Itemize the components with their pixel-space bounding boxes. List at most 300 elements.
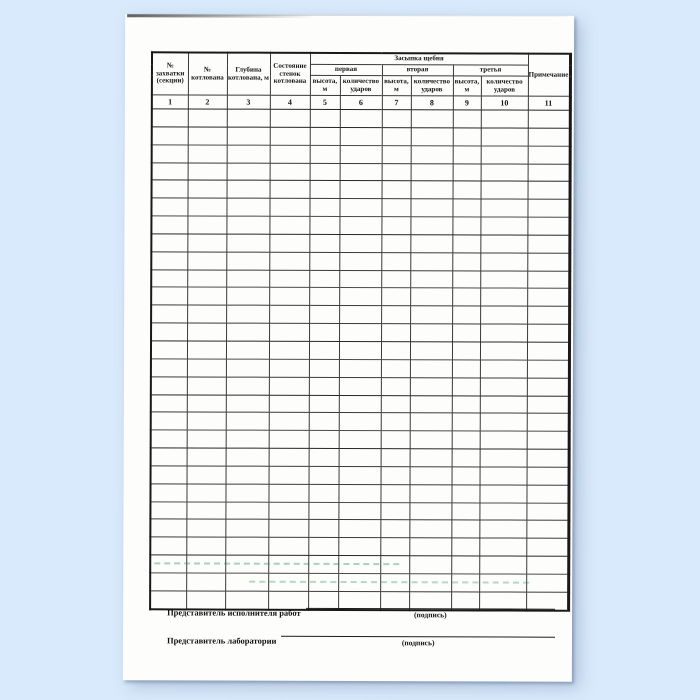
empty-cell <box>225 484 268 502</box>
table-row <box>151 412 569 431</box>
table-row <box>150 501 568 520</box>
table-row <box>152 127 570 146</box>
empty-cell <box>452 235 480 253</box>
empty-cell <box>270 109 310 127</box>
empty-cell <box>226 412 269 430</box>
column-number: 8 <box>411 96 453 110</box>
empty-cell <box>381 288 410 306</box>
empty-cell <box>269 430 309 448</box>
empty-cell <box>527 360 569 378</box>
empty-cell <box>269 216 309 234</box>
empty-cell <box>150 484 186 502</box>
empty-cell <box>452 413 480 431</box>
empty-cell <box>186 573 225 591</box>
empty-cell <box>410 306 452 324</box>
empty-cell <box>410 449 452 467</box>
empty-cell <box>526 503 568 521</box>
empty-cell <box>309 341 339 359</box>
table-row <box>151 323 569 342</box>
empty-cell <box>151 376 187 394</box>
empty-cell <box>480 217 527 235</box>
empty-cell <box>381 252 410 270</box>
empty-cell <box>339 466 381 484</box>
table-row <box>152 144 570 163</box>
empty-cell <box>411 181 453 199</box>
empty-cell <box>410 342 452 360</box>
empty-cell <box>380 538 409 556</box>
table-row <box>151 252 569 271</box>
empty-cell <box>309 306 339 324</box>
table-row <box>150 519 568 538</box>
empty-cell <box>527 253 569 271</box>
empty-cell <box>339 341 381 359</box>
empty-cell <box>381 270 410 288</box>
empty-cell <box>480 342 527 360</box>
header-note: Примечание <box>528 54 570 97</box>
empty-cell <box>152 162 188 180</box>
empty-cell <box>451 556 479 574</box>
empty-cell <box>309 252 339 270</box>
empty-cell <box>410 377 452 395</box>
empty-cell <box>409 502 451 520</box>
empty-cell <box>339 217 381 235</box>
empty-cell <box>480 449 527 467</box>
table-row <box>152 180 570 199</box>
empty-cell <box>226 234 269 252</box>
empty-cell <box>309 395 339 413</box>
empty-cell <box>186 537 225 555</box>
empty-cell <box>187 448 226 466</box>
empty-cell <box>381 199 410 217</box>
empty-cell <box>226 252 269 270</box>
header-height-3: высота, м <box>453 76 481 96</box>
empty-cell <box>269 234 309 252</box>
empty-cell <box>479 556 526 574</box>
signature-caption: (подпись) <box>401 638 435 648</box>
empty-cell <box>411 128 453 146</box>
table-row <box>151 430 569 449</box>
empty-cell <box>269 448 309 466</box>
empty-cell <box>381 449 410 467</box>
empty-cell <box>451 502 479 520</box>
empty-cell <box>152 180 188 198</box>
header-height-1: высота, м <box>310 75 340 95</box>
empty-cell <box>188 180 227 198</box>
empty-cell <box>479 503 526 521</box>
empty-cell <box>452 253 480 271</box>
header-height-2: высота, м <box>382 76 411 96</box>
empty-cell <box>186 484 225 502</box>
empty-cell <box>453 128 481 146</box>
header-backfill-first: первая <box>310 64 382 75</box>
empty-cell <box>481 110 528 128</box>
empty-cell <box>340 109 382 127</box>
empty-cell <box>452 270 480 288</box>
empty-cell <box>151 216 187 234</box>
empty-cell <box>188 145 227 163</box>
empty-cell <box>381 217 410 235</box>
column-number-row <box>152 95 570 110</box>
empty-cell <box>452 431 480 449</box>
column-number: 7 <box>382 96 411 110</box>
empty-cell <box>527 396 569 414</box>
empty-cell <box>151 323 187 341</box>
empty-cell <box>269 270 309 288</box>
empty-cell <box>451 538 479 556</box>
empty-cell <box>381 324 410 342</box>
empty-cell <box>481 181 528 199</box>
empty-cell <box>308 520 338 538</box>
empty-cell <box>410 467 452 485</box>
signature-block-laboratory <box>167 626 555 647</box>
empty-cell <box>381 342 410 360</box>
empty-cell <box>269 252 309 270</box>
empty-cell <box>269 359 309 377</box>
journal-table <box>149 51 572 611</box>
column-number: 3 <box>227 95 270 109</box>
green-scan-artifact <box>154 560 399 565</box>
column-number: 11 <box>528 96 570 110</box>
empty-cell <box>528 110 570 128</box>
empty-cell <box>187 412 226 430</box>
empty-cell <box>480 271 527 289</box>
empty-cell <box>188 109 227 127</box>
empty-cell <box>340 127 382 145</box>
empty-cell <box>528 146 570 164</box>
empty-cell <box>227 127 270 145</box>
empty-cell <box>339 288 381 306</box>
empty-cell <box>410 270 452 288</box>
empty-cell <box>527 235 569 253</box>
empty-cell <box>226 305 269 323</box>
empty-cell <box>339 413 381 431</box>
empty-cell <box>381 466 410 484</box>
empty-cell <box>409 484 451 502</box>
empty-cell <box>527 289 569 307</box>
empty-cell <box>186 519 225 537</box>
empty-cell <box>151 341 187 359</box>
empty-cell <box>226 341 269 359</box>
empty-cell <box>409 520 451 538</box>
empty-cell <box>187 359 226 377</box>
table-row <box>151 305 569 324</box>
empty-cell <box>309 323 339 341</box>
empty-cell <box>410 252 452 270</box>
empty-cell <box>226 198 269 216</box>
empty-cell <box>382 145 411 163</box>
empty-cell <box>452 324 480 342</box>
empty-cell <box>226 448 269 466</box>
empty-cell <box>527 306 569 324</box>
empty-cell <box>480 324 527 342</box>
empty-cell <box>480 306 527 324</box>
empty-cell <box>410 235 452 253</box>
empty-cell <box>268 502 308 520</box>
empty-cell <box>309 234 339 252</box>
empty-cell <box>338 502 380 520</box>
empty-cell <box>226 377 269 395</box>
empty-cell <box>270 181 310 199</box>
empty-cell <box>339 252 381 270</box>
empty-cell <box>480 467 527 485</box>
empty-cell <box>151 269 187 287</box>
empty-cell <box>527 271 569 289</box>
empty-cell <box>151 430 187 448</box>
empty-cell <box>339 234 381 252</box>
empty-cell <box>528 199 570 217</box>
empty-cell <box>268 520 308 538</box>
empty-cell <box>339 448 381 466</box>
empty-cell <box>480 288 527 306</box>
empty-cell <box>310 127 340 145</box>
table-row <box>151 466 569 485</box>
empty-cell <box>409 538 451 556</box>
empty-cell <box>480 253 527 271</box>
empty-cell <box>150 501 186 519</box>
empty-cell <box>338 538 380 556</box>
empty-cell <box>527 431 569 449</box>
empty-cell <box>410 395 452 413</box>
empty-cell <box>381 413 410 431</box>
empty-cell <box>452 342 480 360</box>
table-header <box>152 52 570 110</box>
empty-cell <box>309 413 339 431</box>
header-backfill-second: вторая <box>382 65 453 76</box>
empty-cell <box>269 288 309 306</box>
empty-cell <box>410 217 452 235</box>
empty-cell <box>338 520 380 538</box>
table-row <box>151 269 569 288</box>
empty-cell <box>339 395 381 413</box>
empty-cell <box>187 341 226 359</box>
empty-cell <box>187 216 226 234</box>
empty-cell <box>152 127 188 145</box>
empty-cell <box>226 430 269 448</box>
empty-cell <box>410 288 452 306</box>
empty-cell <box>150 537 186 555</box>
empty-cell <box>226 270 269 288</box>
empty-cell <box>187 323 226 341</box>
empty-cell <box>310 145 340 163</box>
empty-cell <box>479 538 526 556</box>
empty-cell <box>528 181 570 199</box>
column-number: 1 <box>152 95 188 109</box>
empty-cell <box>527 378 569 396</box>
column-number: 6 <box>340 95 382 109</box>
empty-cell <box>528 164 570 182</box>
empty-cell <box>452 449 480 467</box>
empty-cell <box>227 180 270 198</box>
empty-cell <box>453 163 481 181</box>
header-strikes-2: количество ударов <box>411 76 453 96</box>
empty-cell <box>270 163 310 181</box>
empty-cell <box>309 288 339 306</box>
empty-cell <box>269 395 309 413</box>
table-row <box>151 448 569 467</box>
signature-label-laboratory: Представитель лаборатории <box>166 635 277 646</box>
empty-cell <box>411 145 453 163</box>
empty-cell <box>526 521 568 539</box>
header-depth: Глубина котлована, м <box>227 53 270 96</box>
empty-cell <box>187 466 226 484</box>
empty-cell <box>268 537 308 555</box>
header-walls: Состояние стенок котлована <box>270 53 310 96</box>
empty-cell <box>481 146 528 164</box>
empty-cell <box>226 323 269 341</box>
empty-cell <box>186 501 225 519</box>
empty-cell <box>452 360 480 378</box>
column-number: 4 <box>270 95 310 109</box>
header-backfill-group: Засыпка щебня <box>310 53 528 65</box>
empty-cell <box>452 467 480 485</box>
empty-cell <box>480 199 527 217</box>
table-row <box>151 376 569 395</box>
empty-cell <box>226 395 269 413</box>
empty-cell <box>309 270 339 288</box>
empty-cell <box>526 574 568 592</box>
empty-cell <box>481 128 528 146</box>
empty-cell <box>270 127 310 145</box>
empty-cell <box>187 305 226 323</box>
header-backfill-third: третья <box>453 65 528 76</box>
empty-cell <box>309 448 339 466</box>
signature-line <box>281 627 555 638</box>
empty-cell <box>225 537 268 555</box>
empty-cell <box>527 467 569 485</box>
table-row <box>152 162 570 181</box>
column-number: 10 <box>481 96 528 110</box>
empty-cell <box>452 217 480 235</box>
empty-cell <box>339 431 381 449</box>
empty-cell <box>269 341 309 359</box>
empty-cell <box>187 270 226 288</box>
empty-cell <box>381 431 410 449</box>
empty-cell <box>309 377 339 395</box>
empty-cell <box>310 163 340 181</box>
empty-cell <box>411 110 453 128</box>
empty-cell <box>227 145 270 163</box>
empty-cell <box>308 484 338 502</box>
header-zakhvatka: № захватки (секции) <box>152 52 188 95</box>
empty-cell <box>308 502 338 520</box>
empty-cell <box>453 181 481 199</box>
empty-cell <box>339 324 381 342</box>
empty-cell <box>411 163 453 181</box>
empty-cell <box>340 163 382 181</box>
empty-cell <box>480 431 527 449</box>
empty-cell <box>452 378 480 396</box>
empty-cell <box>151 359 187 377</box>
empty-cell <box>226 466 269 484</box>
table-row <box>151 198 569 217</box>
empty-cell <box>269 413 309 431</box>
empty-cell <box>226 359 269 377</box>
empty-cell <box>269 198 309 216</box>
empty-cell <box>151 234 187 252</box>
empty-cell <box>526 538 568 556</box>
empty-cell <box>226 288 269 306</box>
empty-cell <box>151 305 187 323</box>
column-number: 2 <box>188 95 227 109</box>
empty-cell <box>269 466 309 484</box>
empty-cell <box>381 235 410 253</box>
header-strikes-3: количество ударов <box>481 76 528 96</box>
empty-cell <box>480 395 527 413</box>
signature-label-executor: Представитель исполнителя работ <box>167 607 301 618</box>
empty-cell <box>339 377 381 395</box>
signature-block-executor <box>167 598 555 619</box>
empty-cell <box>150 573 186 591</box>
empty-cell <box>452 288 480 306</box>
empty-cell <box>225 519 268 537</box>
header-strikes-1: количество ударов <box>340 75 382 95</box>
empty-cell <box>188 127 227 145</box>
table-body <box>150 109 570 611</box>
empty-cell <box>225 502 268 520</box>
empty-cell <box>151 448 187 466</box>
empty-cell <box>151 394 187 412</box>
empty-cell <box>452 306 480 324</box>
empty-cell <box>187 198 226 216</box>
empty-cell <box>479 485 526 503</box>
empty-cell <box>480 235 527 253</box>
empty-cell <box>451 485 479 503</box>
empty-cell <box>382 110 411 128</box>
empty-cell <box>479 520 526 538</box>
empty-cell <box>381 306 410 324</box>
table-row <box>150 484 568 503</box>
empty-cell <box>187 430 226 448</box>
empty-cell <box>410 199 452 217</box>
empty-cell <box>481 163 528 181</box>
empty-cell <box>527 342 569 360</box>
empty-cell <box>150 519 186 537</box>
empty-cell <box>480 378 527 396</box>
empty-cell <box>270 145 310 163</box>
empty-cell <box>152 144 188 162</box>
empty-cell <box>380 520 409 538</box>
empty-cell <box>188 162 227 180</box>
empty-cell <box>187 287 226 305</box>
table-row <box>151 341 569 360</box>
empty-cell <box>310 181 340 199</box>
empty-cell <box>227 163 270 181</box>
empty-cell <box>410 431 452 449</box>
empty-cell <box>410 360 452 378</box>
signature-line <box>306 599 555 610</box>
empty-cell <box>187 252 226 270</box>
empty-cell <box>381 359 410 377</box>
empty-cell <box>453 110 481 128</box>
table-row <box>151 216 569 235</box>
table-row <box>151 394 569 413</box>
empty-cell <box>226 216 269 234</box>
empty-cell <box>152 109 188 127</box>
column-number: 5 <box>310 95 340 109</box>
empty-cell <box>339 359 381 377</box>
empty-cell <box>527 217 569 235</box>
empty-cell <box>187 234 226 252</box>
empty-cell <box>451 520 479 538</box>
header-kotlovan: № котлована <box>188 52 227 95</box>
empty-cell <box>527 324 569 342</box>
column-number: 9 <box>453 96 481 110</box>
empty-cell <box>268 484 308 502</box>
empty-cell <box>409 556 451 574</box>
empty-cell <box>309 216 339 234</box>
empty-cell <box>151 287 187 305</box>
empty-cell <box>410 324 452 342</box>
